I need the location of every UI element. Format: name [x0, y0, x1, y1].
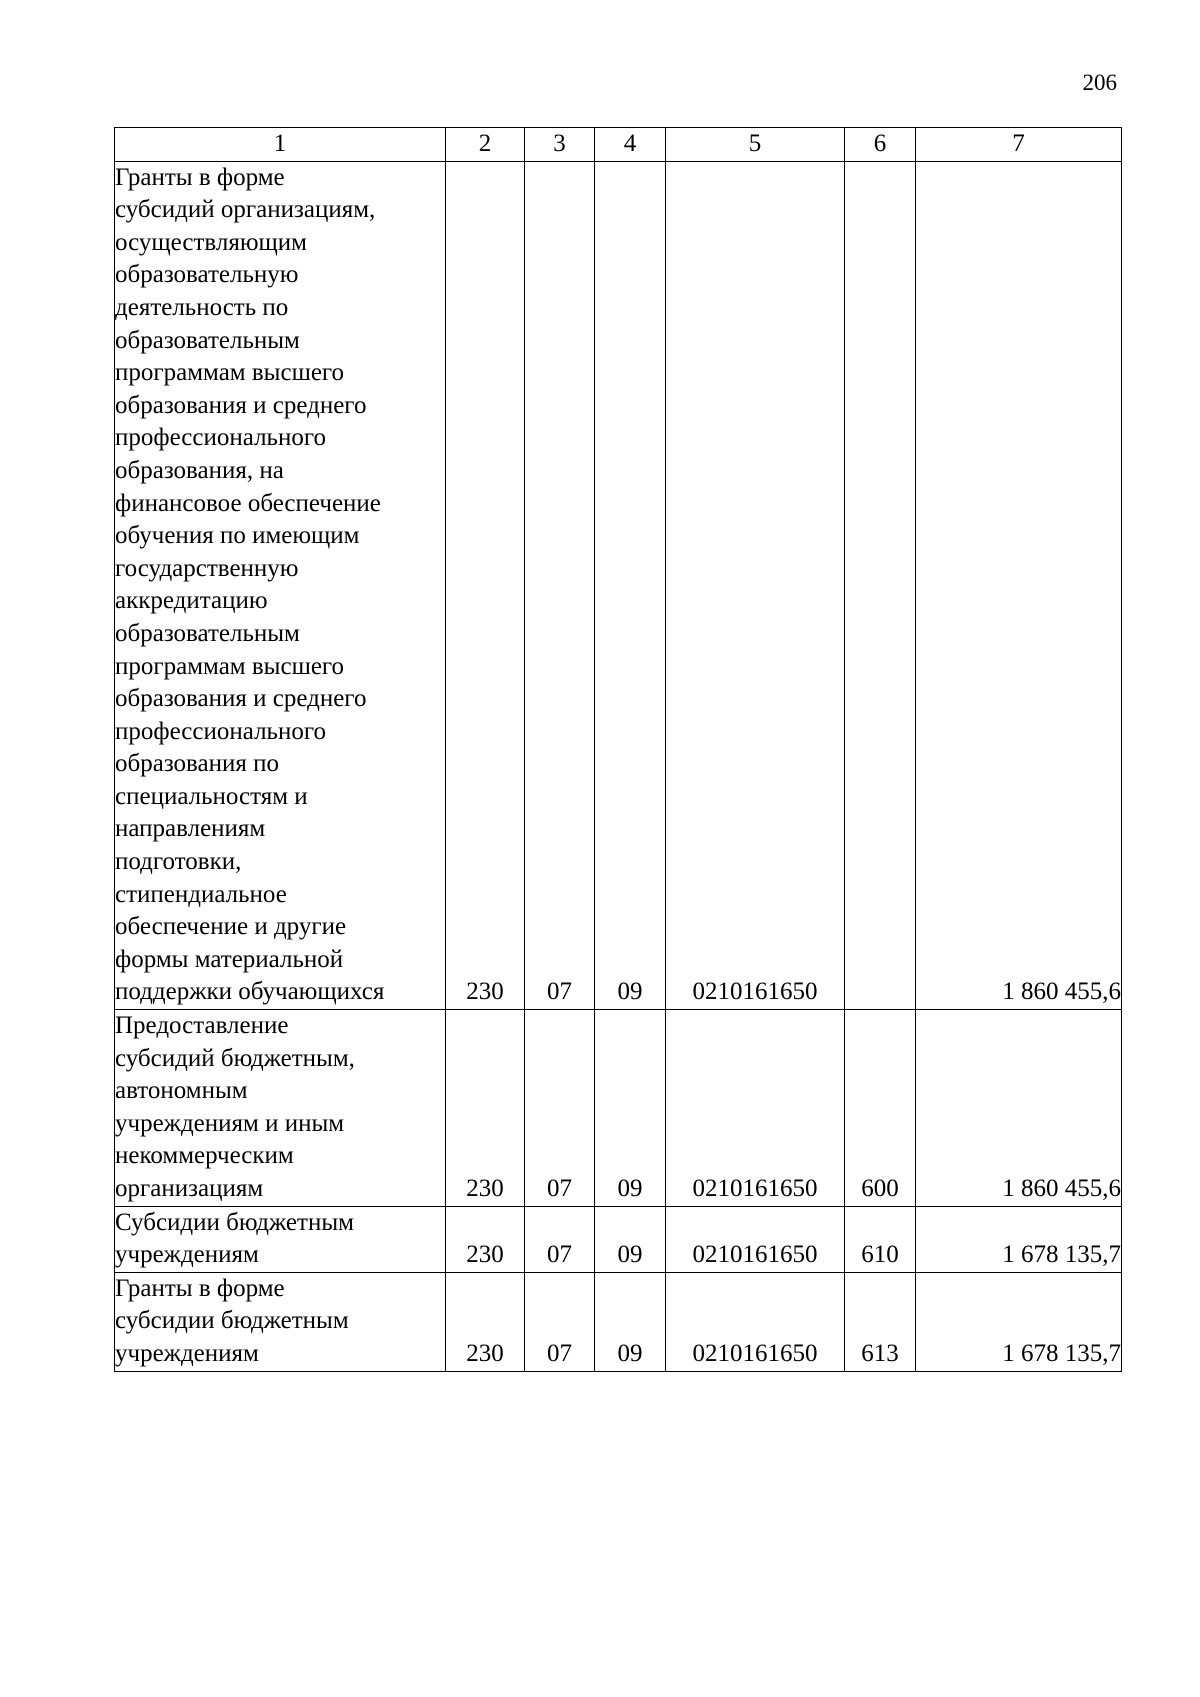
description-line: учреждениям и иным: [115, 1109, 345, 1137]
description-line: субсидии бюджетным: [115, 1307, 349, 1335]
description-line: организациям: [115, 1175, 264, 1202]
row-description: [115, 161, 446, 1009]
description-line: подготовки,: [115, 848, 242, 876]
description-line: профессионального: [115, 717, 326, 745]
row-col-6: [845, 161, 916, 1009]
description-line: профессионального: [115, 424, 326, 452]
row-col-3: 07: [525, 161, 595, 1009]
description-line: стипендиальное: [115, 880, 287, 908]
description-line: финансовое обеспечение: [115, 489, 381, 517]
description-line: образования и среднего: [115, 685, 367, 713]
description-line: образования, на: [115, 456, 284, 484]
description-line: учреждениям: [115, 1241, 259, 1269]
description-line: Предоставление: [115, 1012, 289, 1040]
row-col-2: 230: [446, 1206, 525, 1272]
row-col-5: 0210161650: [666, 1010, 845, 1207]
header-col-4: 4: [595, 128, 666, 162]
row-col-3: 07: [525, 1272, 595, 1371]
header-col-2: 2: [446, 128, 525, 162]
table-header: [115, 128, 1122, 162]
description-line: образовательную: [115, 261, 299, 289]
row-col-4: 09: [595, 1206, 666, 1272]
description-line: поддержки обучающихся: [115, 978, 385, 1006]
description-line: формы материальной: [115, 945, 344, 973]
row-col-7: 1 678 135,7: [916, 1272, 1122, 1371]
row-col-6: 613: [845, 1272, 916, 1371]
row-col-6: 600: [845, 1010, 916, 1207]
description-line: образовательным: [115, 326, 300, 354]
table-row: [115, 161, 1122, 1009]
row-col-2: 230: [446, 1272, 525, 1371]
row-col-6: 610: [845, 1206, 916, 1272]
row-col-7: 1 860 455,6: [916, 1010, 1122, 1207]
description-line: учреждениям: [115, 1339, 259, 1367]
page-number: 206: [1082, 70, 1117, 95]
header-col-1: 1: [115, 128, 446, 162]
description-line: образования и среднего: [115, 391, 367, 419]
header-col-5: 5: [666, 128, 845, 162]
description-line: субсидий организациям,: [115, 196, 376, 224]
description-line: некоммерческим: [115, 1142, 294, 1170]
description-line: Гранты в форме: [115, 1274, 285, 1302]
description-line: обеспечение и другие: [115, 913, 347, 941]
row-col-4: 09: [595, 1010, 666, 1207]
description-line: программам высшего: [115, 359, 345, 387]
description-line: образования по: [115, 750, 280, 778]
description-line: автономным: [115, 1077, 248, 1105]
header-col-6: 6: [845, 128, 916, 162]
table-row: [115, 1010, 1122, 1207]
row-description: [115, 1010, 446, 1207]
description-line: направлениям: [115, 815, 266, 843]
row-col-5: 0210161650: [666, 161, 845, 1009]
row-description: [115, 1206, 446, 1272]
description-line: обучения по имеющим: [115, 522, 360, 550]
description-line: осуществляющим: [115, 228, 307, 256]
row-col-7: 1 678 135,7: [916, 1206, 1122, 1272]
description-line: государственную: [115, 554, 299, 582]
row-description: [115, 1272, 446, 1371]
description-line: образовательным: [115, 619, 300, 647]
description-line: субсидий бюджетным,: [115, 1044, 355, 1072]
table-row: [115, 1272, 1122, 1371]
description-line: Субсидии бюджетным: [115, 1208, 354, 1236]
row-col-3: 07: [525, 1010, 595, 1207]
header-col-3: 3: [525, 128, 595, 162]
description-line: программам высшего: [115, 652, 345, 680]
row-col-2: 230: [446, 1010, 525, 1207]
header-col-7: 7: [916, 128, 1122, 162]
row-col-7: 1 860 455,6: [916, 161, 1122, 1009]
row-col-5: 0210161650: [666, 1272, 845, 1371]
description-line: аккредитацию: [115, 587, 268, 615]
budget-table: [114, 127, 1122, 1372]
description-line: деятельность по: [115, 293, 289, 321]
row-col-2: 230: [446, 161, 525, 1009]
table-row: [115, 1206, 1122, 1272]
row-col-5: 0210161650: [666, 1206, 845, 1272]
header-row: [115, 128, 1122, 162]
description-line: Гранты в форме: [115, 163, 285, 191]
description-line: специальностям и: [115, 782, 308, 810]
table-body: [115, 161, 1122, 1371]
row-col-3: 07: [525, 1206, 595, 1272]
row-col-4: 09: [595, 161, 666, 1009]
row-col-4: 09: [595, 1272, 666, 1371]
